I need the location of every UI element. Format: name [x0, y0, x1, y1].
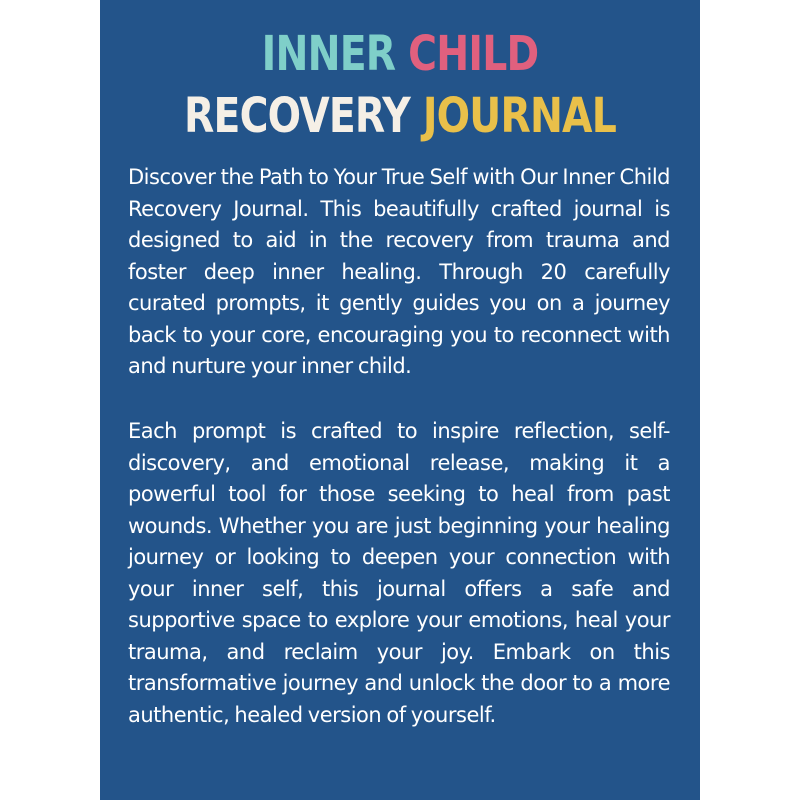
title-word-recovery: RECOVERY	[184, 88, 410, 144]
journal-description-panel	[100, 0, 700, 800]
title-word-child: CHILD	[408, 26, 539, 82]
title-line-2	[154, 88, 646, 144]
title-word-journal: JOURNAL	[422, 88, 616, 144]
description-paragraph-1: Discover the Path to Your True Self with Our Inner Child Recovery Journal. This beautifully crafted journal is designed to aid in the recovery from trauma and foster deep inner healing. Through 20 carefully curated prompts, it gently guides you on a journey back to your core, encouraging you to reconnect with and nurture your inner child.	[128, 165, 670, 378]
title-line-1	[154, 26, 646, 82]
title-word-inner: INNER	[261, 26, 396, 82]
description-paragraph-2: Each prompt is crafted to inspire reflection, self-discovery, and emotional release, making it a powerful tool for those seeking to heal from past wounds. Whether you are just beginning your healing journey or looking to deepen your connection with your inner self, this journal offers a safe and supportive space to explore your emotions, heal your trauma, and reclaim your joy. Embark on this transformative journey and unlock the door to a more authentic, healed version of yourself.	[128, 419, 670, 727]
